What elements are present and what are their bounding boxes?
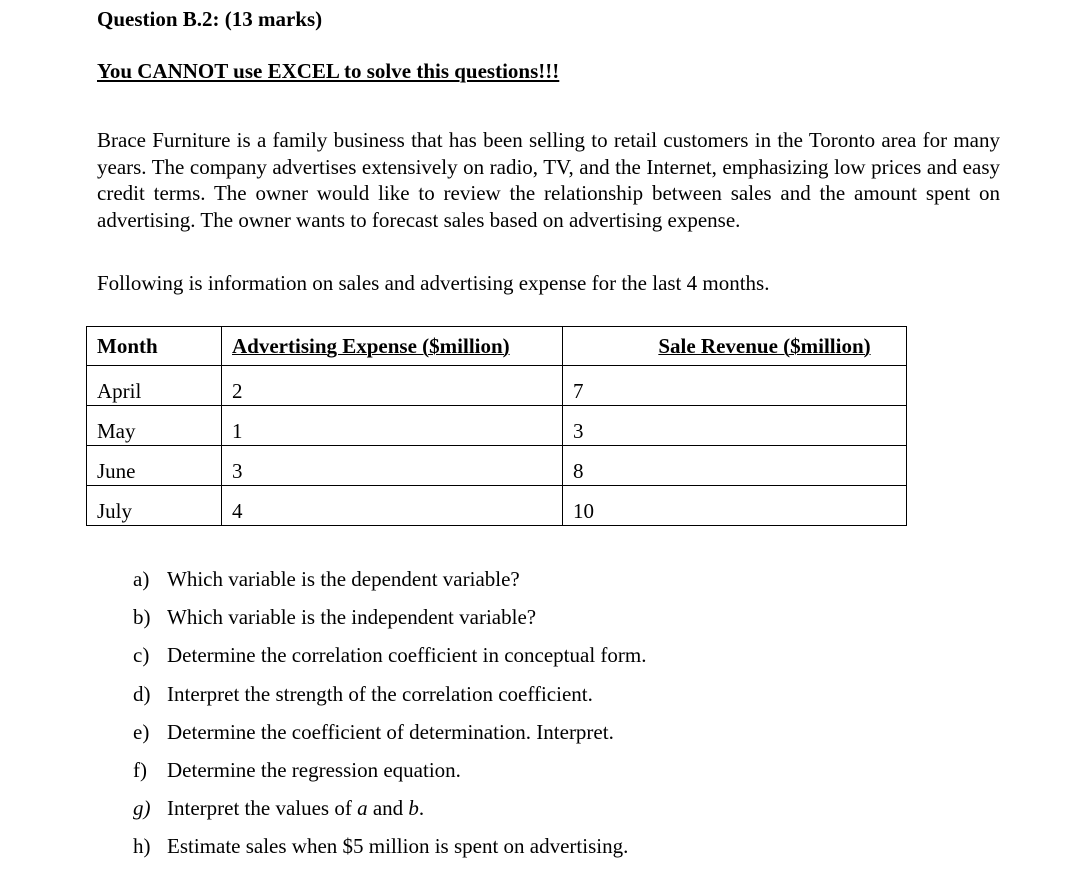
cell-advertising: 4: [222, 486, 563, 526]
problem-description: Brace Furniture is a family business that has been selling to retail customers in the Toronto area for many years. The company advertises extensively on radio, TV, and the Internet, emphasizing low prices and easy credit terms. The owner would like to review the relationship between sales and the amount spent on advertising. The owner wants to forecast sales based on advertising expense.: [97, 128, 1000, 232]
cell-advertising: 2: [222, 366, 563, 406]
question-letter: c): [133, 643, 150, 668]
question-letter: h): [133, 834, 151, 859]
question-item: [133, 793, 646, 831]
question-title: Question B.2: (13 marks): [97, 7, 323, 31]
question-text-mid: and: [367, 796, 409, 821]
question-text: Which variable is the dependent variable?: [167, 567, 520, 591]
question-letter: e): [133, 719, 150, 744]
cell-month: July: [87, 486, 222, 526]
cell-revenue: 3: [563, 406, 907, 446]
cell-advertising: 3: [222, 446, 563, 486]
question-text: Estimate sales when $5 million is spent on advertising.: [167, 834, 629, 859]
table-header-row: [87, 327, 907, 366]
question-item: [133, 717, 646, 755]
question-text: Which variable is the independent variable?: [167, 605, 537, 630]
table-row: [87, 366, 907, 406]
variable-b: b: [408, 796, 419, 821]
cell-month: April: [87, 366, 222, 406]
cell-month: May: [87, 406, 222, 446]
question-letter: d): [133, 681, 151, 706]
variable-a: a: [357, 796, 368, 821]
question-item: [133, 831, 646, 869]
cell-revenue: 10: [563, 486, 907, 526]
question-letter: g): [133, 796, 151, 821]
cell-advertising: 1: [222, 406, 563, 446]
header-sale-revenue: Sale Revenue ($million): [563, 327, 907, 366]
question-item: [133, 679, 646, 717]
header-advertising-expense: Advertising Expense ($million): [222, 327, 563, 366]
question-item: [133, 640, 646, 678]
excel-warning: You CANNOT use EXCEL to solve this questions!!!: [97, 59, 560, 83]
data-table: [86, 326, 907, 526]
question-item: [133, 602, 646, 640]
question-item: [133, 755, 646, 793]
question-text: Determine the coefficient of determination. Interpret.: [167, 719, 614, 744]
table-row: [87, 446, 907, 486]
cell-month: June: [87, 446, 222, 486]
question-text-end: .: [418, 796, 425, 821]
question-item: [133, 564, 646, 602]
table-row: [87, 406, 907, 446]
cell-revenue: 7: [563, 366, 907, 406]
question-text: Interpret the values of: [167, 796, 358, 821]
question-text: Determine the correlation coefficient in conceptual form.: [167, 643, 647, 668]
question-letter: b): [133, 605, 151, 630]
question-letter: f): [133, 757, 147, 782]
cell-revenue: 8: [563, 446, 907, 486]
question-letter: a): [133, 567, 150, 591]
question-text: Determine the regression equation.: [167, 757, 461, 782]
table-intro: Following is information on sales and advertising expense for the last 4 months.: [97, 271, 770, 295]
question-text: Interpret the strength of the correlation coefficient.: [167, 681, 593, 706]
table-row: [87, 486, 907, 526]
header-month: Month: [87, 327, 222, 366]
question-list: [133, 564, 646, 870]
